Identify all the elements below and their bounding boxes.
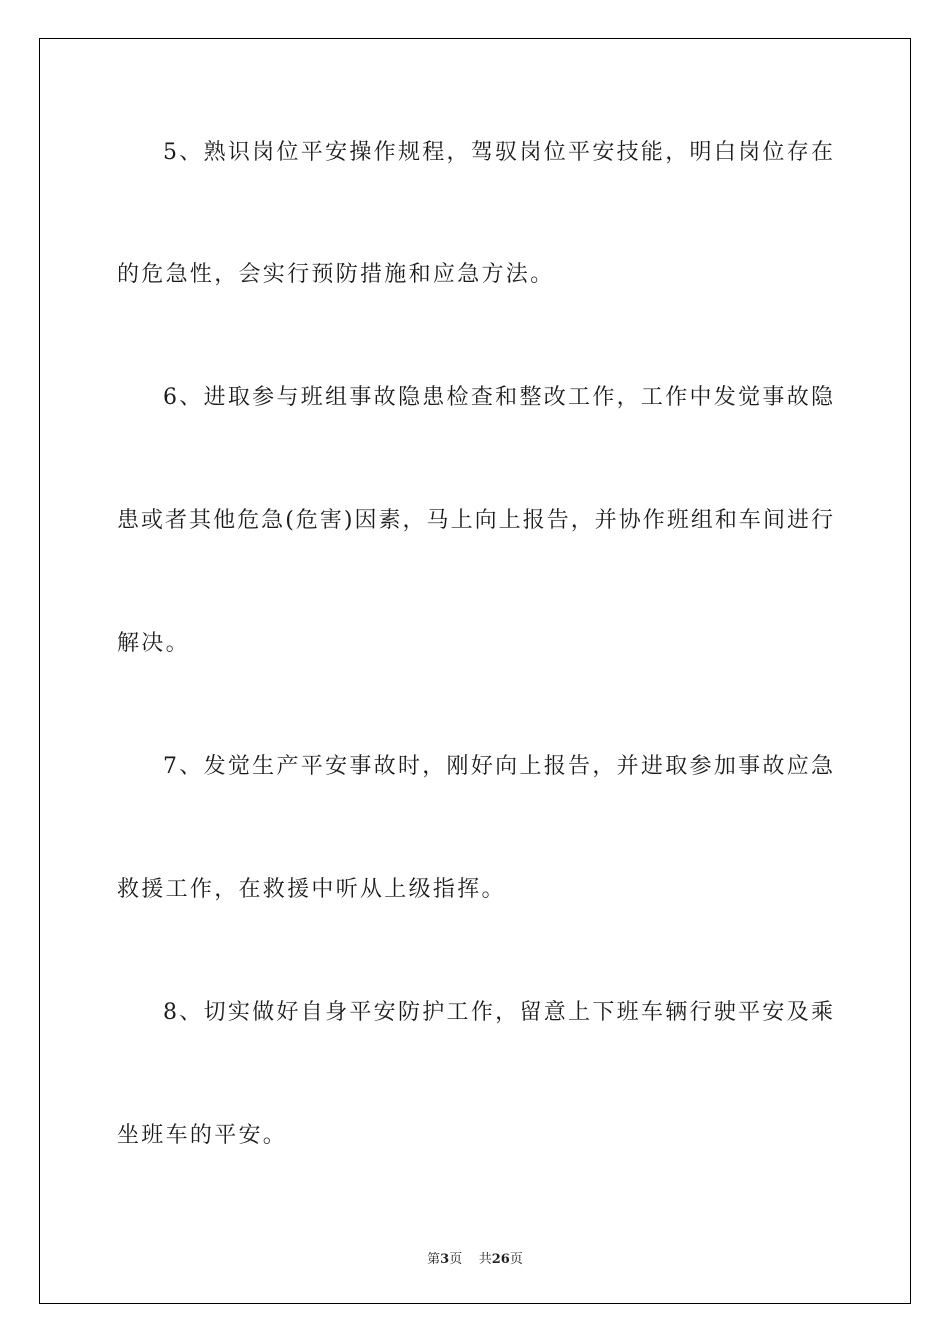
footer-middle: 页 共 — [449, 1252, 492, 1267]
paragraph-7-line-1: 7、发觉生产平安事故时，刚好向上报告，并进取参加事故应急 — [163, 754, 833, 779]
paragraph-8-line-2: 坐班车的平安。 — [117, 1123, 288, 1148]
footer-suffix: 页 — [509, 1252, 523, 1267]
page-footer — [0, 1248, 950, 1267]
total-page-count: 26 — [491, 1252, 510, 1267]
current-page-number: 3 — [440, 1252, 450, 1267]
footer-prefix: 第 — [427, 1252, 441, 1267]
paragraph-6-line-2: 患或者其他危急(危害)因素，马上向上报告，并协作班组和车间进行 — [117, 508, 833, 533]
paragraph-7-line-2: 救援工作，在救援中听从上级指挥。 — [117, 877, 506, 902]
paragraph-6-line-1: 6、进取参与班组事故隐患检查和整改工作，工作中发觉事故隐 — [163, 385, 833, 410]
page-border — [39, 38, 911, 1304]
paragraph-5-line-2: 的危急性，会实行预防措施和应急方法。 — [117, 262, 555, 287]
paragraph-5-line-1: 5、熟识岗位平安操作规程，驾驭岗位平安技能，明白岗位存在 — [163, 140, 833, 165]
paragraph-6-line-3: 解决。 — [117, 631, 190, 656]
paragraph-8-line-1: 8、切实做好自身平安防护工作，留意上下班车辆行驶平安及乘 — [163, 1000, 833, 1025]
